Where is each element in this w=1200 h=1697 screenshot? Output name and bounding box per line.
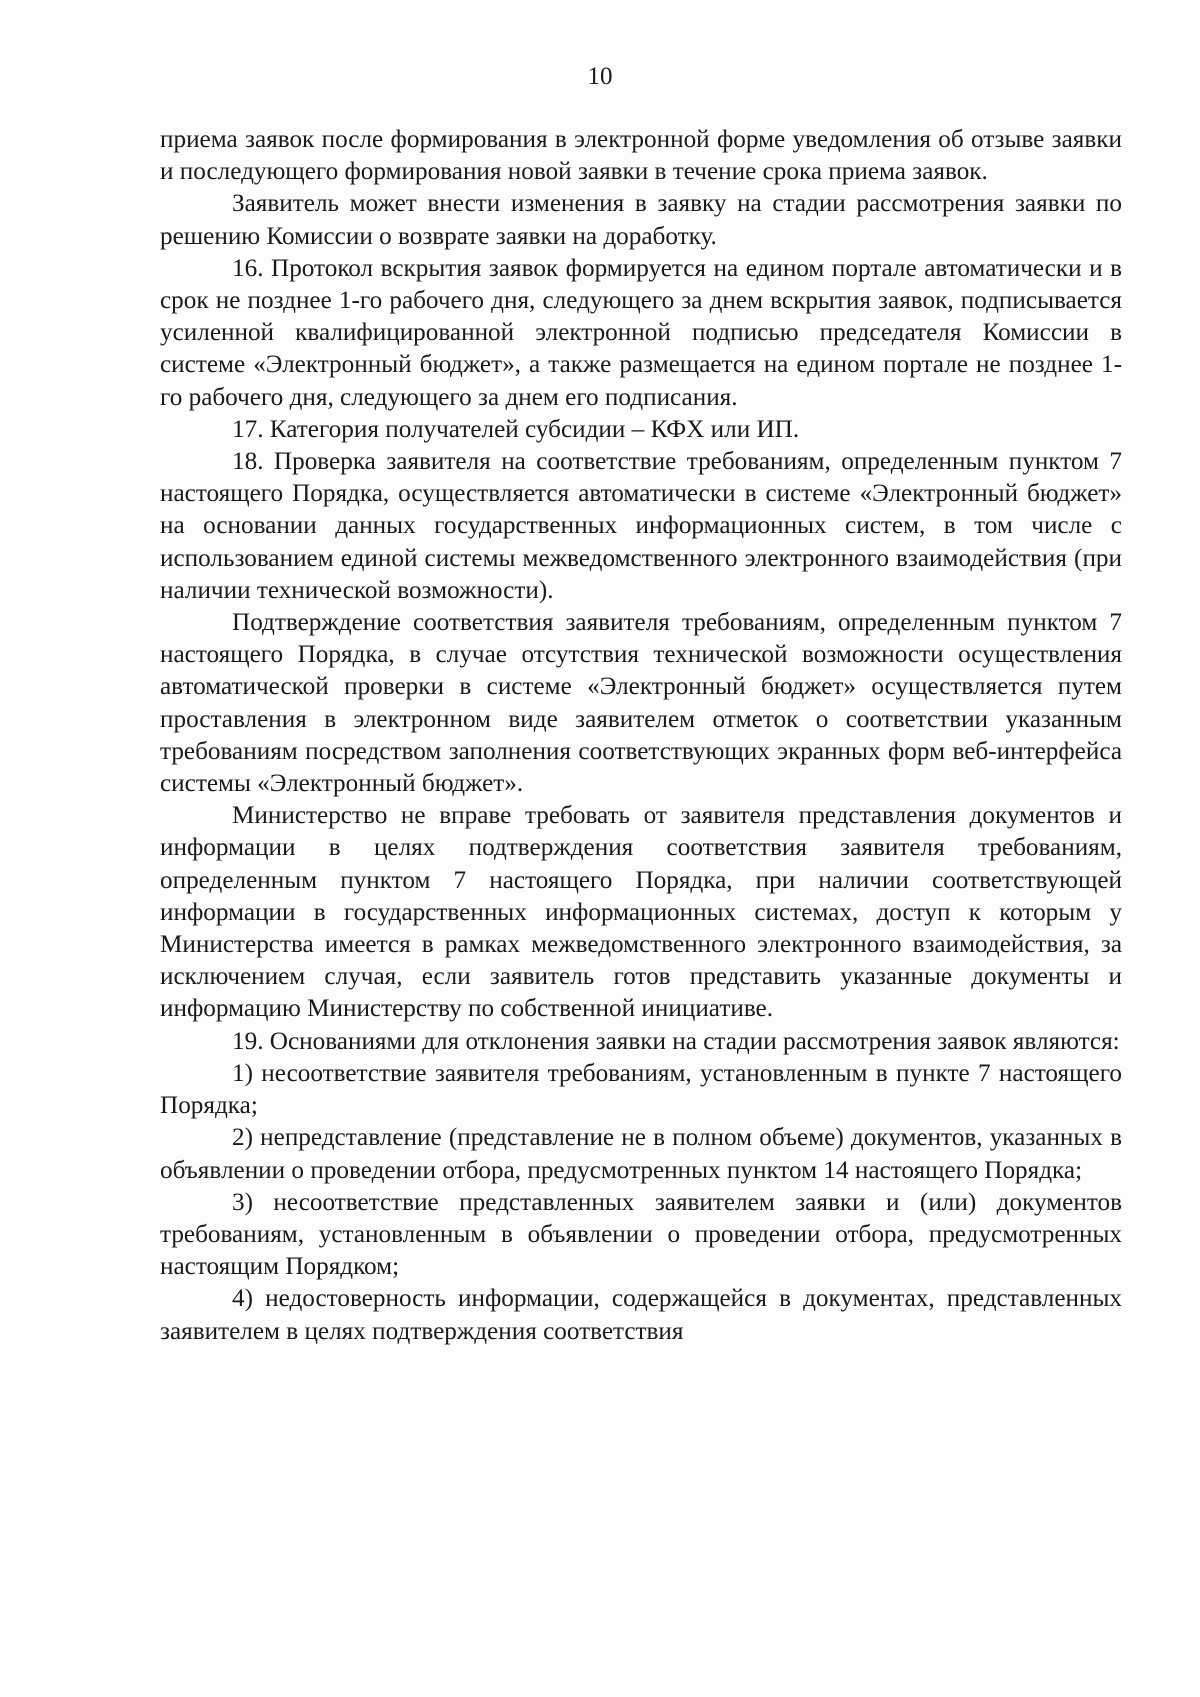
paragraph-16: 16. Протокол вскрытия заявок формируется на едином портале автоматически и в срок не позднее 1-го рабочего дня, следующего за днем вскрытия заявок, подписывается усиленной квалифицированной электронной подписью председателя Комиссии в системе «Электронный бюджет», а также размещается на едином портале не позднее 1-го рабочего дня, следующего за днем его подписания.: [160, 254, 1122, 411]
list-item-4: 4) недостоверность информации, содержащейся в документах, представленных заявителем в целях подтверждения соответствия: [160, 1285, 1122, 1345]
page-number: 10: [587, 63, 613, 90]
document-body: [160, 124, 1122, 1348]
paragraph-continuation: приема заявок после формирования в электронной форме уведомления об отзыве заявки и последующего формирования новой заявки в течение срока приема заявок.: [160, 126, 1122, 186]
list-item-2: 2) непредставление (представление не в полном объеме) документов, указанных в объявлении о проведении отбора, предусмотренных пунктом 14 настоящего Порядка;: [160, 1124, 1122, 1184]
paragraph-amendments: Заявитель может внести изменения в заявку на стадии рассмотрения заявки по решению Комиссии о возврате заявки на доработку.: [160, 190, 1122, 250]
paragraph-19: 19. Основаниями для отклонения заявки на стадии рассмотрения заявок являются:: [232, 1027, 1120, 1055]
paragraph-confirmation: Подтверждение соответствия заявителя требованиям, определенным пунктом 7 настоящего Порядка, в случае отсутствия технической возможности осуществления автоматической проверки в системе «Электронный бюджет» осуществляется путем проставления в электронном виде заявителем отметок о соответствии указанным требованиям посредством заполнения соответствующих экранных форм веб-интерфейса системы «Электронный бюджет».: [160, 609, 1122, 798]
paragraph-18: 18. Проверка заявителя на соответствие требованиям, определенным пунктом 7 настоящего Порядка, осуществляется автоматически в системе «Электронный бюджет» на основании данных государственных информационных систем, в том числе с использованием единой системы межведомственного электронного взаимодействия (при наличии технической возможности).: [160, 448, 1122, 604]
list-item-3: 3) несоответствие представленных заявителем заявки и (или) документов требованиям, установленным в объявлении о проведении отбора, предусмотренных настоящим Порядком;: [160, 1188, 1122, 1281]
paragraph-17: 17. Категория получателей субсидии – КФХ или ИП.: [232, 415, 800, 443]
paragraph-ministry: Министерство не вправе требовать от заявителя представления документов и информации в целях подтверждения соответствия заявителя требованиям, определенным пунктом 7 настоящего Порядка, при наличии соответствующей информации в государственных информационных системах, доступ к которым у Министерства имеется в рамках межведомственного электронного взаимодействия, за исключением случая, если заявитель готов представить указанные документы и информацию Министерству по собственной инициативе.: [160, 802, 1122, 1023]
list-item-1: 1) несоответствие заявителя требованиям, установленным в пункте 7 настоящего Порядка;: [160, 1059, 1122, 1120]
